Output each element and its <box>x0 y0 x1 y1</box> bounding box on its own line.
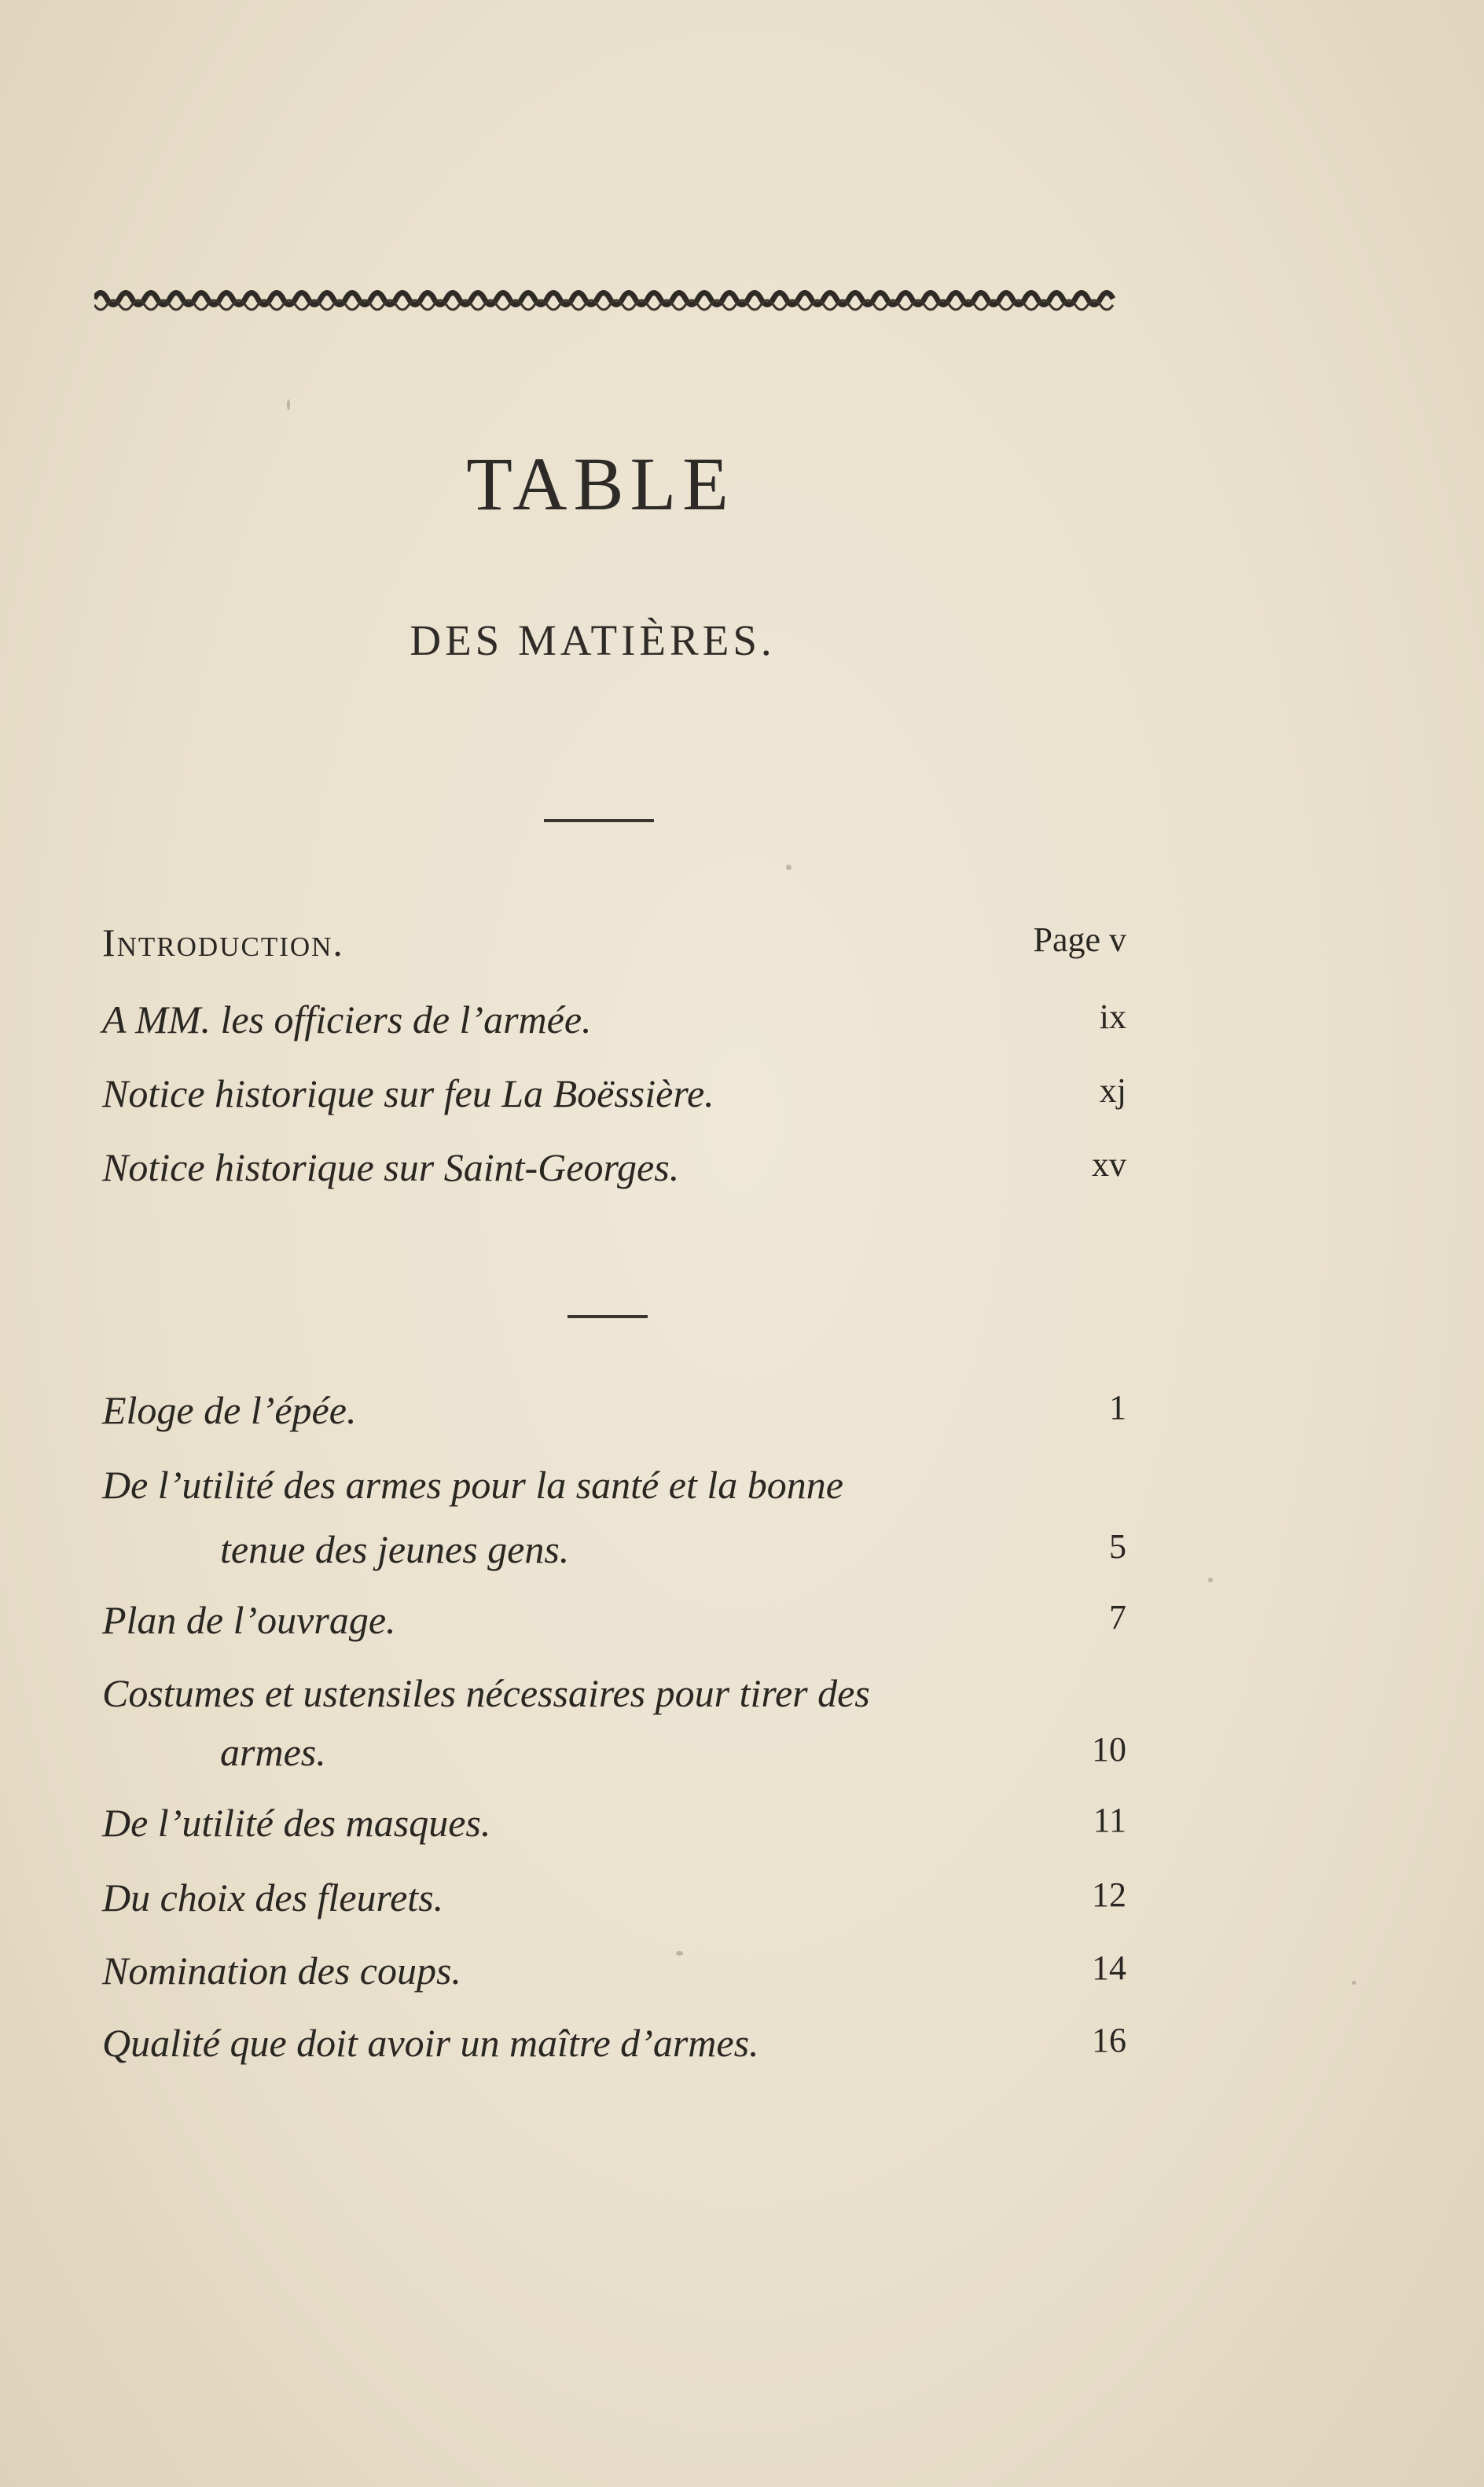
toc-entry-page: 5 <box>1109 1527 1126 1566</box>
toc-row <box>0 1875 1484 1938</box>
toc-entry-label: Plan de l’ouvrage. <box>102 1598 396 1642</box>
toc-entry-label: Notice historique sur feu La Boëssière. <box>102 1071 714 1115</box>
toc-entry-page: xj <box>1099 1071 1126 1110</box>
toc-row <box>0 1144 1484 1207</box>
toc-entry-page: Page v <box>1033 920 1126 959</box>
toc-row <box>0 1800 1484 1863</box>
toc-entry-page: 14 <box>1092 1949 1126 1987</box>
ornamental-border <box>94 279 1120 322</box>
paper-speck <box>786 865 792 870</box>
toc-entry-label: Nomination des coups. <box>102 1949 461 1993</box>
toc-entry-label: A MM. les officiers de l’armée. <box>102 997 592 1041</box>
toc-entry-page: 1 <box>1109 1388 1126 1427</box>
toc-entry-label: Qualité que doit avoir un maître d’armes. <box>102 2021 759 2065</box>
toc-entry-page: ix <box>1099 997 1126 1036</box>
toc-entry-continuation: armes. <box>220 1730 326 1774</box>
toc-row <box>0 1670 1484 1733</box>
toc-entry-label: Notice historique sur Saint-Georges. <box>102 1145 680 1189</box>
toc-entry-page: 16 <box>1092 2021 1126 2059</box>
toc-entry-continuation: tenue des jeunes gens. <box>220 1527 570 1571</box>
toc-row <box>0 1387 1484 1450</box>
toc-row <box>0 2020 1484 2083</box>
divider-rule <box>544 819 654 822</box>
toc-row <box>0 1948 1484 2011</box>
toc-entry-page: 10 <box>1092 1730 1126 1769</box>
toc-entry-label: Introduction. <box>102 920 344 964</box>
toc-row <box>0 920 1484 983</box>
paper-speck <box>676 1951 683 1956</box>
toc-row-continuation <box>0 1526 1484 1589</box>
paper-speck <box>287 399 290 410</box>
paper-speck <box>1208 1578 1213 1582</box>
toc-row-continuation <box>0 1729 1484 1792</box>
page-subtitle: DES MATIÈRES. <box>410 616 776 664</box>
toc-row <box>0 997 1484 1060</box>
toc-entry-page: xv <box>1092 1145 1126 1184</box>
divider-rule <box>568 1315 648 1318</box>
toc-entry-label: Du choix des fleurets. <box>102 1875 444 1919</box>
toc-entry-label: Eloge de l’épée. <box>102 1388 357 1432</box>
toc-entry-page: 11 <box>1093 1801 1126 1839</box>
toc-entry-label: De l’utilité des masques. <box>102 1801 491 1845</box>
toc-entry-page: 7 <box>1109 1598 1126 1637</box>
paper-speck <box>1352 1981 1356 1985</box>
page-title: TABLE <box>466 442 735 526</box>
toc-entry-page: 12 <box>1092 1875 1126 1914</box>
toc-entry-label: De l’utilité des armes pour la santé et la bonne <box>102 1463 843 1507</box>
toc-entry-label: Costumes et ustensiles nécessaires pour tirer des <box>102 1671 870 1715</box>
toc-row <box>0 1597 1484 1660</box>
toc-row <box>0 1071 1484 1133</box>
toc-row <box>0 1462 1484 1525</box>
